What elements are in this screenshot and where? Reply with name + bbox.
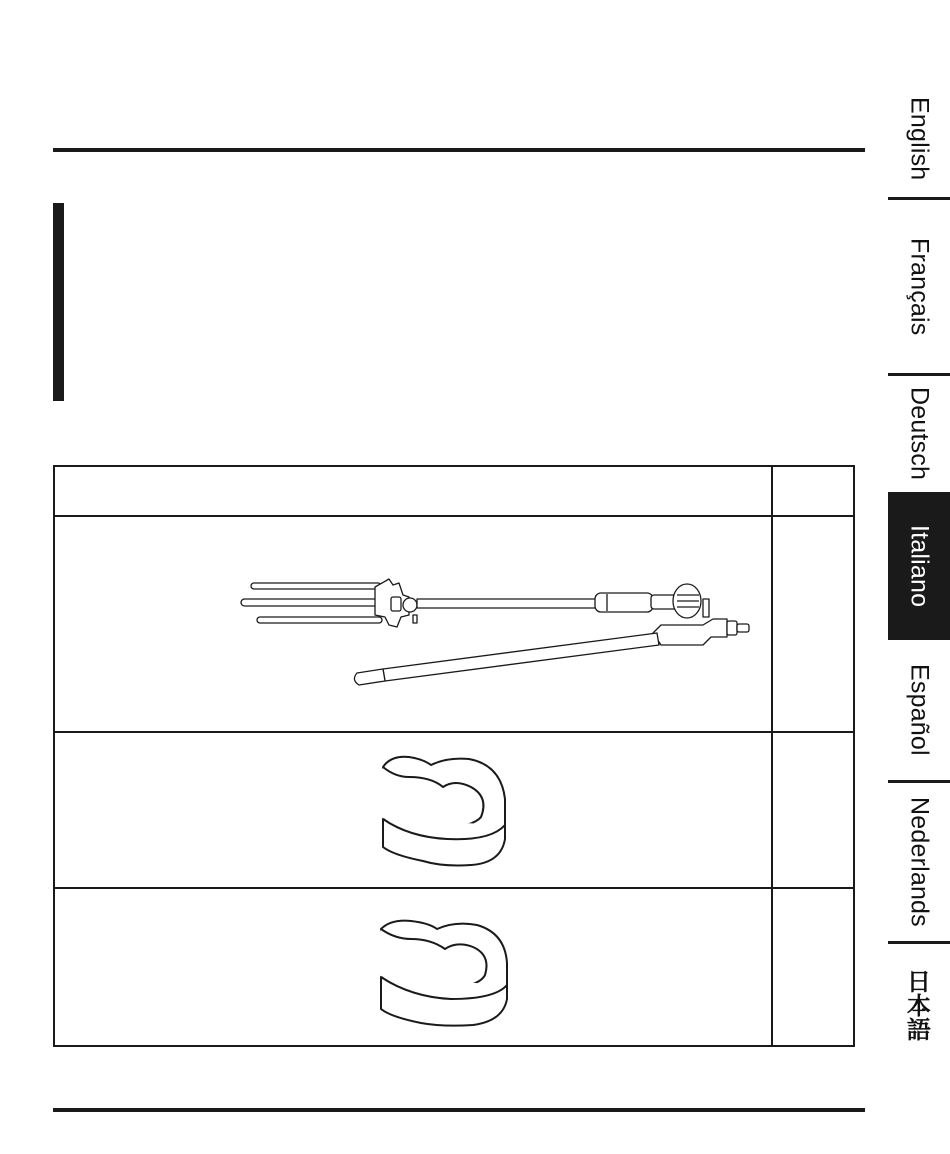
table-row bbox=[55, 889, 771, 1047]
tab-italiano[interactable] bbox=[888, 492, 950, 640]
tab-label-char: 本 bbox=[906, 993, 932, 1020]
table-column-divider bbox=[771, 467, 773, 1045]
tab-label: Français bbox=[905, 237, 934, 336]
section-marker-bar bbox=[53, 203, 64, 401]
tab-francais[interactable] bbox=[888, 200, 950, 373]
tab-label-char: 日 bbox=[906, 969, 932, 996]
tab-label: Italiano bbox=[905, 524, 934, 608]
tab-label: Nederlands bbox=[905, 797, 934, 927]
tab-label: Español bbox=[905, 664, 934, 756]
tab-label-char: 語 bbox=[906, 1017, 932, 1044]
cable-clip-small-illustration bbox=[373, 751, 513, 873]
tab-label: English bbox=[905, 96, 934, 181]
tab-label bbox=[907, 971, 931, 1043]
parts-table bbox=[53, 465, 855, 1047]
tab-label: Deutsch bbox=[905, 387, 934, 481]
bottom-rule bbox=[53, 1108, 865, 1112]
tab-japanese[interactable] bbox=[888, 944, 950, 1070]
top-rule bbox=[53, 148, 865, 152]
tab-nederlands[interactable] bbox=[888, 783, 950, 941]
table-row bbox=[55, 733, 771, 887]
tab-espanol[interactable] bbox=[888, 640, 950, 780]
tab-deutsch[interactable] bbox=[888, 376, 950, 492]
cable-clip-large-illustration bbox=[373, 917, 513, 1033]
table-row bbox=[55, 517, 771, 731]
mic-boom-arm-illustration bbox=[233, 575, 753, 693]
language-tabs bbox=[888, 80, 950, 1070]
tab-english[interactable] bbox=[888, 80, 950, 197]
